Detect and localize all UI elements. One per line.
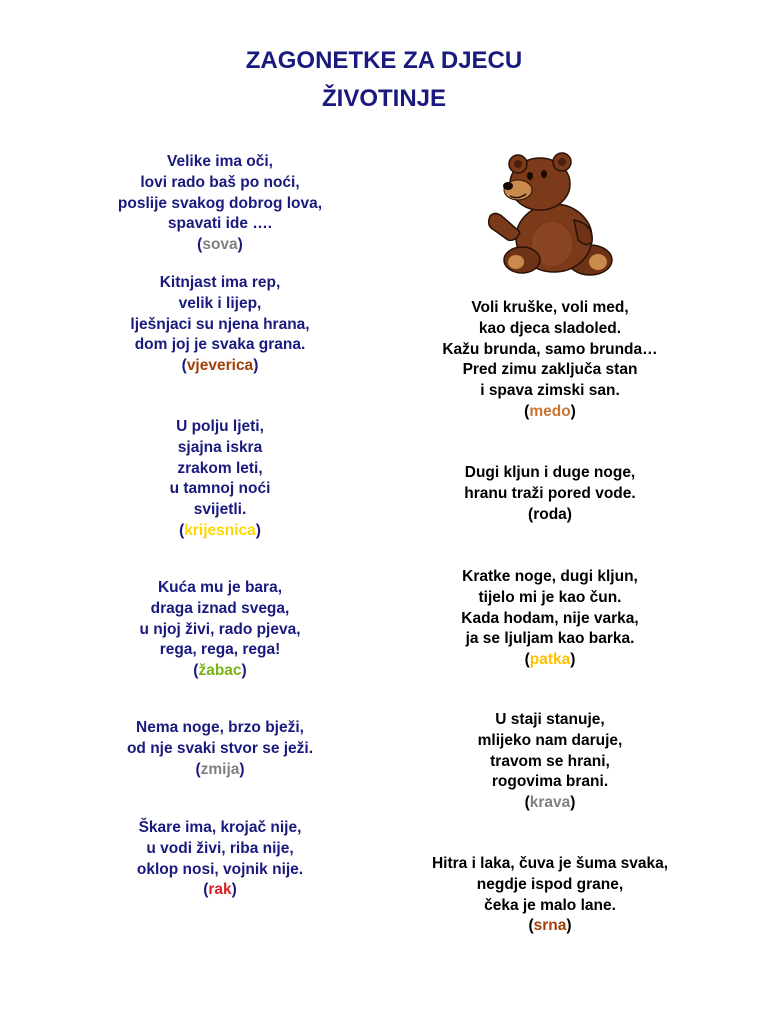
riddle-answer: patka xyxy=(529,651,571,669)
riddle-line: rega, rega, rega! xyxy=(159,641,281,659)
riddle-line: negdje ispod grane, xyxy=(476,875,624,893)
brown-bear-cub-icon xyxy=(482,150,617,282)
riddle-zmija xyxy=(40,718,400,780)
riddle-line: ja se ljuljam kao barka. xyxy=(465,630,635,648)
riddle-srna xyxy=(370,854,730,937)
riddle-line: u vodi živi, riba nije, xyxy=(146,839,294,857)
riddle-zabac xyxy=(40,578,400,682)
riddle-line: oklop nosi, vojnik nije. xyxy=(136,860,304,878)
riddle-answer: zmija xyxy=(200,760,240,778)
riddle-answer-line: (krijesnica) xyxy=(179,521,261,539)
riddle-line: dom joj je svaka grana. xyxy=(134,336,306,354)
riddle-vjeverica xyxy=(40,273,400,377)
riddle-answer-line: (sova) xyxy=(197,236,243,254)
riddle-answer-line: (zmija) xyxy=(195,760,245,778)
riddle-answer: roda xyxy=(533,505,567,523)
riddle-krava xyxy=(370,710,730,814)
riddle-line: lovi rado baš po noći, xyxy=(140,173,300,191)
riddle-line: lješnjaci su njena hrana, xyxy=(130,315,310,333)
riddle-line: Pred zimu zaključa stan xyxy=(462,361,638,379)
riddle-answer-line: (žabac) xyxy=(193,662,247,680)
riddle-krijesnica xyxy=(40,417,400,542)
riddle-line: Dugi kljun i duge noge, xyxy=(464,464,636,481)
riddle-line: rogovima brani. xyxy=(491,773,609,791)
riddle-line: U staji stanuje, xyxy=(495,711,605,728)
riddle-line: poslije svakog dobrog lova, xyxy=(117,194,323,212)
riddle-answer: rak xyxy=(208,881,232,899)
riddle-line: zrakom leti, xyxy=(177,459,263,477)
riddle-line: Voli kruške, voli med, xyxy=(471,299,629,316)
riddle-line: tijelo mi je kao čun. xyxy=(478,588,622,606)
riddle-line: mlijeko nam daruje, xyxy=(477,731,623,749)
riddle-answer: sova xyxy=(202,236,238,254)
riddle-rak xyxy=(40,818,400,901)
riddle-answer-line: (krava) xyxy=(524,794,576,812)
riddle-line: hranu traži pored vode. xyxy=(464,484,636,502)
riddle-line: od nje svaki stvor se ježi. xyxy=(126,739,314,757)
riddle-roda xyxy=(370,463,730,525)
riddle-line: u njoj živi, rado pjeva, xyxy=(139,620,301,638)
riddle-answer: žabac xyxy=(198,662,242,680)
document-subtitle: ŽIVOTINJE xyxy=(321,85,447,112)
document-title: ZAGONETKE ZA DJECU xyxy=(245,47,523,74)
riddle-line: Kažu brunda, samo brunda… xyxy=(442,340,658,358)
riddle-answer: srna xyxy=(533,917,567,935)
riddle-answer-line: (patka) xyxy=(524,651,576,669)
riddle-line: Hitra i laka, čuva je šuma svaka, xyxy=(431,855,669,872)
riddle-sova xyxy=(40,152,400,256)
riddle-line: svijetli. xyxy=(193,501,247,519)
riddle-answer-line: (vjeverica) xyxy=(181,357,259,375)
riddle-patka xyxy=(370,567,730,671)
riddle-line: Kratke noge, dugi kljun, xyxy=(462,568,638,585)
riddle-answer-line: (srna) xyxy=(528,917,572,935)
riddle-line: U polju ljeti, xyxy=(176,418,264,435)
riddle-answer: krava xyxy=(529,794,571,812)
riddle-answer-line: (medo) xyxy=(524,402,576,420)
riddle-answer-line: (rak) xyxy=(203,881,237,899)
riddle-line: Velike ima oči, xyxy=(167,153,273,170)
riddle-line: kao djeca sladoled. xyxy=(478,319,622,337)
riddle-line: čeka je malo lane. xyxy=(484,896,616,914)
riddle-answer: vjeverica xyxy=(186,357,254,375)
riddle-line: velik i lijep, xyxy=(178,294,262,312)
riddle-line: i spava zimski san. xyxy=(480,382,620,400)
riddle-line: spavati ide …. xyxy=(167,215,273,233)
riddle-answer: krijesnica xyxy=(184,521,256,539)
riddle-line: Nema noge, brzo bježi, xyxy=(136,719,304,736)
riddle-line: Kuća mu je bara, xyxy=(157,579,283,596)
riddle-line: u tamnoj noći xyxy=(169,480,271,498)
riddle-line: sjajna iskra xyxy=(177,438,263,456)
riddle-medo xyxy=(370,298,730,423)
riddle-line: Kada hodam, nije varka, xyxy=(461,609,639,627)
riddle-line: draga iznad svega, xyxy=(150,599,290,617)
riddle-answer: medo xyxy=(529,402,571,420)
riddle-line: Kitnjast ima rep, xyxy=(159,274,281,291)
riddle-line: travom se hrani, xyxy=(490,752,610,770)
riddle-answer-line: (roda) xyxy=(528,505,572,523)
riddle-line: Škare ima, krojač nije, xyxy=(138,819,302,836)
